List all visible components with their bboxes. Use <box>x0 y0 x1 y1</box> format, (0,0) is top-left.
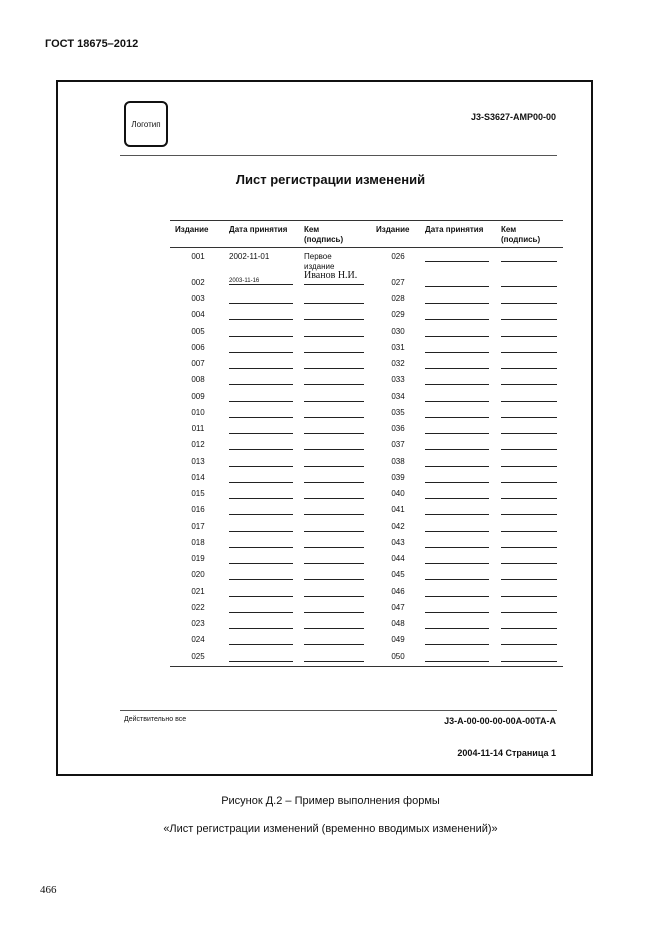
date-blank-line <box>229 303 293 304</box>
document-standard-header: ГОСТ 18675–2012 <box>45 38 139 50</box>
signature-blank-line <box>501 579 557 580</box>
date-blank-line <box>425 628 489 629</box>
signature-blank-line <box>501 336 557 337</box>
date-blank-line <box>229 482 293 483</box>
date-blank-line <box>425 466 489 467</box>
signature-handwritten: Иванов Н.И. <box>304 270 358 281</box>
signature-blank-line <box>304 644 364 645</box>
signature-line2: издание <box>304 262 335 271</box>
signature-blank-line <box>501 449 557 450</box>
date-blank-line <box>229 368 293 369</box>
date-blank-line <box>425 336 489 337</box>
table-top-rule <box>170 220 563 221</box>
date-blank-line <box>425 261 489 262</box>
signature-blank-line <box>304 303 364 304</box>
edition-number: 008 <box>191 375 205 384</box>
edition-number: 019 <box>191 554 205 563</box>
edition-number-right: 028 <box>391 294 405 303</box>
date-blank-line <box>229 433 293 434</box>
form-title: Лист регистрации изменений <box>235 172 426 187</box>
edition-number-right: 044 <box>391 554 405 563</box>
signature-blank-line <box>304 514 364 515</box>
date-blank-line <box>425 596 489 597</box>
edition-number-right: 031 <box>391 343 405 352</box>
edition-number: 004 <box>191 310 205 319</box>
signature-blank-line <box>501 612 557 613</box>
date-blank-line <box>229 319 293 320</box>
document-code: J3-S3627-AMP00-00 <box>470 112 556 122</box>
signature-blank-line <box>304 417 364 418</box>
date-blank-line <box>229 596 293 597</box>
footer-document-code: J3-A-00-00-00-00A-00TA-A <box>444 716 556 726</box>
signature-blank-line <box>501 644 557 645</box>
signature-blank-line <box>501 596 557 597</box>
date-blank-line <box>229 612 293 613</box>
table-header-rule <box>170 247 563 248</box>
signature-blank-line <box>501 417 557 418</box>
edition-number: 014 <box>191 473 205 482</box>
signature-blank-line <box>501 547 557 548</box>
edition-number: 024 <box>191 635 205 644</box>
logo-placeholder <box>124 101 168 147</box>
figure-caption: Рисунок Д.2 – Пример выполнения формы <box>221 795 440 807</box>
column-header-by-line2: (подпись) <box>304 235 344 244</box>
signature-blank-line <box>304 384 364 385</box>
signature-line <box>304 284 364 285</box>
date-blank-line <box>229 449 293 450</box>
logo-label: Логотип <box>131 119 161 129</box>
edition-number: 007 <box>191 359 205 368</box>
date-blank-line <box>425 319 489 320</box>
signature-blank-line <box>304 319 364 320</box>
date-blank-line <box>229 661 293 662</box>
signature-blank-line <box>304 498 364 499</box>
signature-blank-line <box>304 563 364 564</box>
footer-divider <box>120 710 557 711</box>
date-blank-line <box>229 514 293 515</box>
date-blank-line <box>229 579 293 580</box>
column-header-by-line2: (подпись) <box>501 235 541 244</box>
column-header-date-left: Дата принятия <box>229 225 288 234</box>
signature-blank-line <box>304 596 364 597</box>
column-header-by-left <box>304 225 343 245</box>
edition-number: 001 <box>191 252 205 261</box>
edition-number: 017 <box>191 522 205 531</box>
signature-line1: Первое <box>304 252 332 261</box>
edition-number: 025 <box>191 652 205 661</box>
date-blank-line <box>425 303 489 304</box>
date-blank-line <box>425 563 489 564</box>
edition-number: 020 <box>191 570 205 579</box>
date-blank-line <box>425 514 489 515</box>
edition-number-right: 040 <box>391 489 405 498</box>
signature-blank-line <box>501 352 557 353</box>
edition-number-right: 034 <box>391 392 405 401</box>
signature-blank-line <box>501 628 557 629</box>
date-line <box>229 284 293 285</box>
signature-blank-line <box>304 368 364 369</box>
edition-number-right: 045 <box>391 570 405 579</box>
signature-blank-line <box>501 661 557 662</box>
edition-number: 002 <box>191 278 205 287</box>
date-blank-line <box>425 547 489 548</box>
date-blank-line <box>425 644 489 645</box>
signature-blank-line <box>501 531 557 532</box>
edition-number: 021 <box>191 587 205 596</box>
edition-number-right: 035 <box>391 408 405 417</box>
signature-blank-line <box>304 466 364 467</box>
edition-number-right: 030 <box>391 327 405 336</box>
signature-blank-line <box>304 433 364 434</box>
signature-blank-line <box>501 498 557 499</box>
signature-blank-line <box>501 482 557 483</box>
edition-number-right: 038 <box>391 457 405 466</box>
page-number: 466 <box>40 884 57 896</box>
date-blank-line <box>425 449 489 450</box>
column-header-edition-left: Издание <box>175 225 209 234</box>
signature-blank-line <box>501 401 557 402</box>
date-blank-line <box>229 644 293 645</box>
column-header-by-line1: Кем <box>501 225 517 234</box>
edition-number-right: 029 <box>391 310 405 319</box>
edition-number-right: 046 <box>391 587 405 596</box>
date-blank-line <box>229 466 293 467</box>
table-bottom-rule <box>170 666 563 667</box>
edition-number-right: 027 <box>391 278 405 287</box>
signature-blank-line <box>304 449 364 450</box>
header-divider <box>120 155 557 156</box>
signature-blank-line <box>501 261 557 262</box>
edition-number: 003 <box>191 294 205 303</box>
edition-number-right: 041 <box>391 505 405 514</box>
edition-number-right: 026 <box>391 252 405 261</box>
column-header-by-right <box>501 225 540 245</box>
edition-number-right: 037 <box>391 440 405 449</box>
edition-number: 010 <box>191 408 205 417</box>
date-blank-line <box>425 612 489 613</box>
signature-blank-line <box>501 303 557 304</box>
edition-number-right: 050 <box>391 652 405 661</box>
date-blank-line <box>229 417 293 418</box>
date-blank-line <box>425 531 489 532</box>
date-blank-line <box>425 482 489 483</box>
signature-blank-line <box>501 514 557 515</box>
edition-number-right: 048 <box>391 619 405 628</box>
edition-number-right: 033 <box>391 375 405 384</box>
signature-blank-line <box>304 352 364 353</box>
signature-blank-line <box>304 531 364 532</box>
edition-number: 023 <box>191 619 205 628</box>
date-blank-line <box>229 401 293 402</box>
date-blank-line <box>425 286 489 287</box>
date-blank-line <box>425 433 489 434</box>
date-blank-line <box>425 384 489 385</box>
date-blank-line <box>229 628 293 629</box>
signature-blank-line <box>501 433 557 434</box>
column-header-edition-right: Издание <box>376 225 410 234</box>
edition-number: 018 <box>191 538 205 547</box>
date-blank-line <box>229 531 293 532</box>
figure-caption-subtitle: «Лист регистрации изменений (временно вводимых изменений)» <box>163 823 498 835</box>
edition-number-right: 047 <box>391 603 405 612</box>
edition-number-right: 049 <box>391 635 405 644</box>
edition-number: 016 <box>191 505 205 514</box>
signature-blank-line <box>501 384 557 385</box>
edition-number: 022 <box>191 603 205 612</box>
edition-number: 005 <box>191 327 205 336</box>
signature-blank-line <box>304 628 364 629</box>
signature-blank-line <box>304 547 364 548</box>
acceptance-date: 2003-11-16 <box>229 278 260 284</box>
footer-validity: Действительно все <box>124 716 187 723</box>
column-header-by-line1: Кем <box>304 225 320 234</box>
acceptance-date: 2002-11-01 <box>229 252 270 261</box>
signature-blank-line <box>501 563 557 564</box>
signature-blank-line <box>304 579 364 580</box>
date-blank-line <box>425 579 489 580</box>
date-blank-line <box>229 336 293 337</box>
edition-number: 011 <box>191 424 205 433</box>
edition-number: 013 <box>191 457 205 466</box>
signature-blank-line <box>304 482 364 483</box>
edition-number: 015 <box>191 489 205 498</box>
date-blank-line <box>425 417 489 418</box>
date-blank-line <box>425 401 489 402</box>
date-blank-line <box>425 661 489 662</box>
signature-blank-line <box>501 286 557 287</box>
date-blank-line <box>425 368 489 369</box>
edition-number-right: 036 <box>391 424 405 433</box>
date-blank-line <box>229 563 293 564</box>
date-blank-line <box>229 384 293 385</box>
edition-number-right: 042 <box>391 522 405 531</box>
date-blank-line <box>229 547 293 548</box>
column-header-date-right: Дата принятия <box>425 225 484 234</box>
signature-blank-line <box>501 368 557 369</box>
signature-blank-line <box>304 401 364 402</box>
edition-number-right: 032 <box>391 359 405 368</box>
signature-blank-line <box>501 319 557 320</box>
signature-blank-line <box>304 661 364 662</box>
signature-text <box>304 252 334 272</box>
footer-date-page: 2004-11-14 Страница 1 <box>457 748 556 758</box>
date-blank-line <box>229 352 293 353</box>
edition-number-right: 039 <box>391 473 405 482</box>
edition-number: 009 <box>191 392 205 401</box>
edition-number-right: 043 <box>391 538 405 547</box>
date-blank-line <box>425 498 489 499</box>
edition-number: 006 <box>191 343 205 352</box>
date-blank-line <box>229 498 293 499</box>
date-blank-line <box>425 352 489 353</box>
signature-blank-line <box>304 612 364 613</box>
edition-number: 012 <box>191 440 205 449</box>
signature-blank-line <box>304 336 364 337</box>
signature-blank-line <box>501 466 557 467</box>
